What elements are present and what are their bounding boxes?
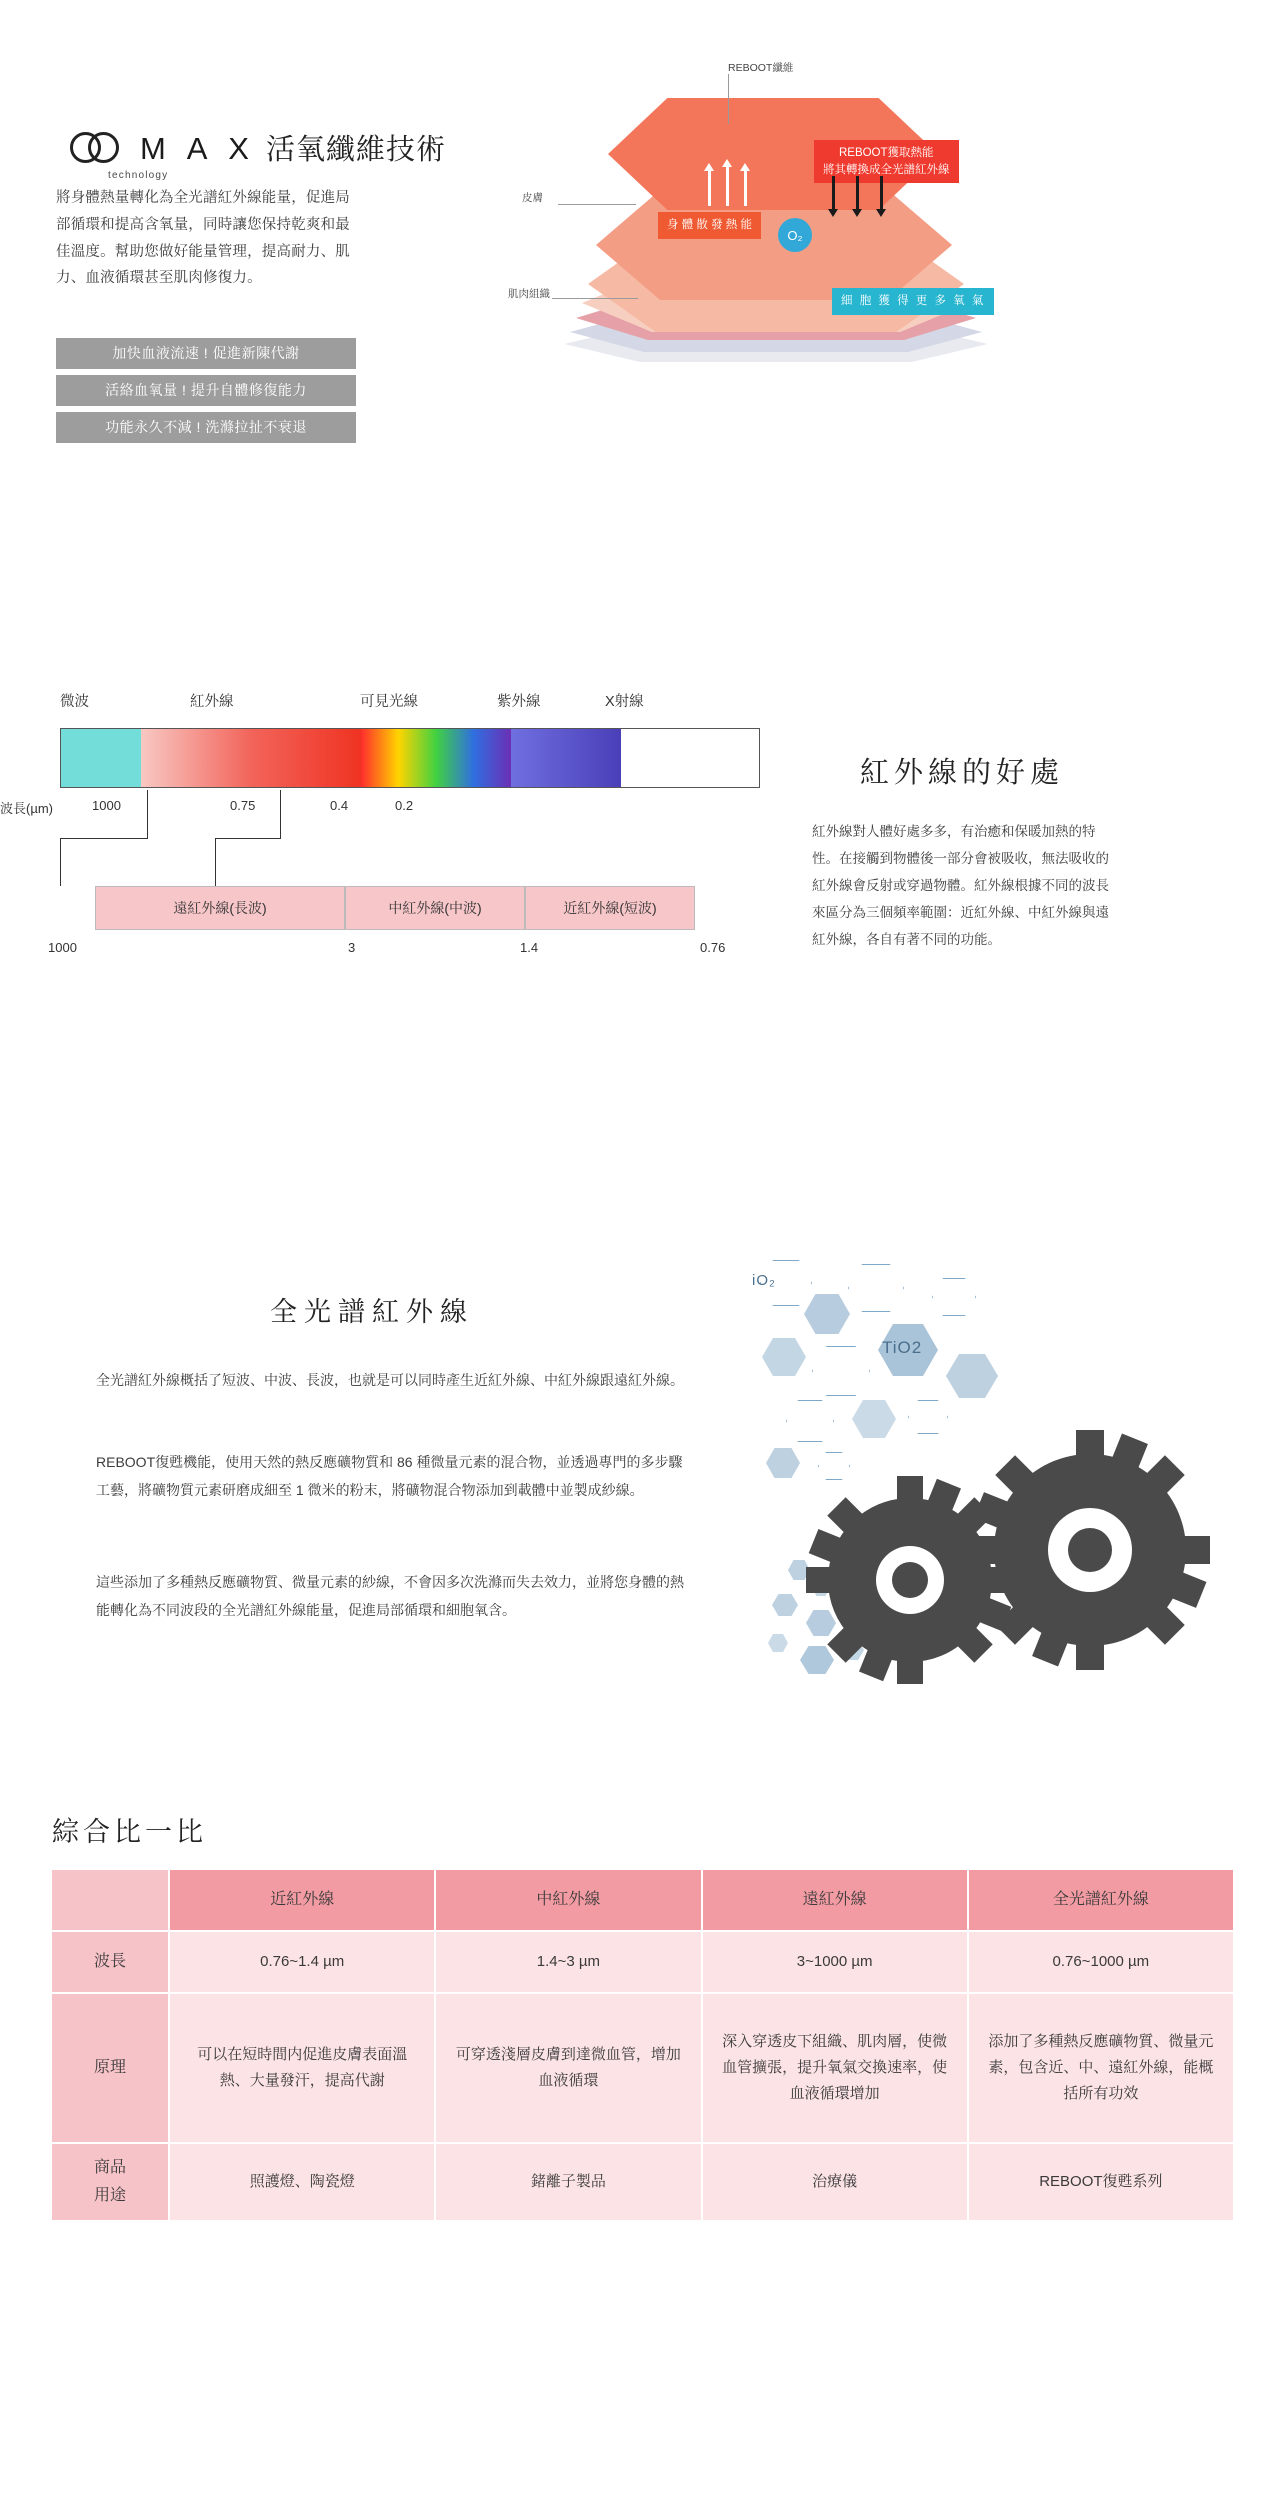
leader-line-fiber [728,74,729,124]
label-tio2: TiO2 [882,1338,923,1357]
spectrum-label-microwave: 微波 [60,694,89,710]
spectrum-axis [0,798,780,818]
axis-tick-075: 0.75 [230,798,256,813]
label-muscle-tissue: 肌肉組織 [508,288,550,300]
row-header-principle: 原理 [51,1993,169,2143]
leader-line-muscle [552,298,638,299]
cell-wavelength-far: 3~1000 µm [702,1931,968,1993]
leader-line-skin [558,204,636,205]
list-item: 活絡血氧量 ! 提升自體修復能力 [56,375,356,406]
spectrum-segment-xray [621,729,759,787]
subaxis-tick-14: 1.4 [520,940,539,955]
table-row [51,1931,1234,1993]
row-header-line-1: 商品 [94,2159,127,2176]
arrow-up-icon [726,166,729,206]
subband-near-infrared: 近紅外線(短波) [525,886,695,930]
row-header-wavelength: 波長 [51,1931,169,1993]
full-spectrum-paragraph-2: REBOOT復甦機能，使用天然的熱反應礦物質和 86 種微量元素的混合物，並透過專門的多步驟工藝，將礦物質元素研磨成細至 1 微米的粉末，將礦物混合物添加到載體中並製成紗線。 [96,1454,683,1498]
comparison-heading: 綜合比一比 [52,1817,207,1847]
bracket-line-left [60,838,61,886]
column-header-near-infrared: 近紅外線 [169,1869,435,1931]
benefit-paragraph: 紅外線對人體好處多多，有治癒和保暖加熱的特性。在接觸到物體後一部分會被吸收，無法吸收的紅外線會反射或穿過物體。紅外線根據不同的波長來區分為三個頻率範圍：近紅外線、中紅外線與遠紅外線，各自有著不同的功能。 [812,824,1109,947]
column-header-full-spectrum: 全光譜紅外線 [968,1869,1234,1931]
subaxis-tick-1000: 1000 [48,940,77,955]
comparison-table [50,1868,1235,2222]
arrow-down-icon [880,176,883,210]
fiber-layer-diagram [508,40,1260,510]
callout-cell-oxygen: 細 胞 獲 得 更 多 氧 氣 [832,288,994,315]
brand-max-text: M A X [140,131,256,166]
cell-wavelength-full: 0.76~1000 µm [968,1931,1234,1993]
axis-tick-04: 0.4 [330,798,349,813]
bracket-line-up-right [280,790,281,838]
list-item: 功能永久不減 ! 洗滌拉扯不衰退 [56,412,356,443]
subband-axis [0,940,780,960]
axis-tick-1000: 1000 [92,798,121,813]
axis-tick-02: 0.2 [395,798,414,813]
brand-technology-label: technology [108,170,169,181]
spectrum-label-infrared: 紅外線 [190,694,234,710]
cell-use-full: REBOOT復甦系列 [968,2143,1234,2221]
list-item: 加快血液流速 ! 促進新陳代謝 [56,338,356,369]
spectrum-segment-infrared [141,729,361,787]
subband-mid-infrared: 中紅外線(中波) [345,886,525,930]
label-io2: iO₂ [752,1272,776,1289]
callout-line-1: REBOOT獲取熱能 [838,147,934,159]
cell-wavelength-mid: 1.4~3 µm [435,1931,701,1993]
table-row [51,1993,1234,2143]
label-skin: 皮膚 [522,192,543,204]
bracket-line-top-right [215,838,281,839]
gears-icon [760,1250,1280,1770]
spectrum-band-labels [60,690,760,712]
brand-logo [70,128,446,166]
cell-use-far: 治療儀 [702,2143,968,2221]
benefit-heading: 紅外線的好處 [860,757,1065,789]
section-comparison [0,1800,1280,2500]
cell-principle-mid: 可穿透淺層皮膚到達微血管，增加血液循環 [435,1993,701,2143]
o2-icon: O₂ [778,218,812,252]
section-infrared-spectrum [0,690,1280,1110]
full-spectrum-paragraph-3: 這些添加了多種熱反應礦物質、微量元素的紗線，不會因多次洗滌而失去效力，並將您身體的熱能轉化為不同波段的全光譜紅外線能量，促進局部循環和細胞氧含。 [96,1574,684,1618]
bracket-line-mid [215,838,216,886]
spectrum-segment-ultraviolet [511,729,621,787]
mineral-gear-graphic [752,1250,1280,1770]
rings-icon [70,128,132,166]
subaxis-tick-076: 0.76 [700,940,726,955]
label-reboot-fiber: REBOOT纖維 [728,62,794,74]
page-title: 活氧纖維技術 [265,134,446,166]
section-full-spectrum-infrared [0,1230,1280,1790]
spectrum-bar [60,728,760,788]
subaxis-tick-3: 3 [348,940,356,955]
row-header-product-use [51,2143,169,2221]
full-spectrum-paragraph-1: 全光譜紅外線概括了短波、中波、長波，也就是可以同時產生近紅外線、中紅外線跟遠紅外線。 [96,1372,684,1388]
arrow-up-icon [744,170,747,206]
cell-principle-full: 添加了多種熱反應礦物質、微量元素，包含近、中、遠紅外線，能概括所有功效 [968,1993,1234,2143]
callout-body-heat: 身 體 散 發 熱 能 [658,212,761,239]
bracket-line-up-left [147,790,148,838]
row-header-line-2: 用途 [94,2187,127,2204]
spectrum-label-ultraviolet: 紫外線 [497,694,541,710]
callout-line-2: 將其轉換成全光譜紅外線 [823,163,950,176]
infrared-subband-bar [95,886,695,930]
subband-far-infrared: 遠紅外線(長波) [95,886,345,930]
table-row [51,2143,1234,2221]
column-header-mid-infrared: 中紅外線 [435,1869,701,1931]
arrow-up-icon [708,170,711,206]
table-corner-cell [51,1869,169,1931]
bracket-line-top-left [60,838,148,839]
arrow-down-icon [856,176,859,210]
axis-label-wavelength: 波長(µm) [0,801,53,816]
section-oxygen-fiber-technology [0,0,1280,560]
cell-use-mid: 鍺離子製品 [435,2143,701,2221]
cell-wavelength-near: 0.76~1.4 µm [169,1931,435,1993]
column-header-far-infrared: 遠紅外線 [702,1869,968,1931]
cell-principle-near: 可以在短時間内促進皮膚表面溫熱、大量發汗，提高代謝 [169,1993,435,2143]
intro-paragraph: 將身體熱量轉化為全光譜紅外線能量，促進局部循環和提高含氧量，同時讓您保持乾爽和最佳溫度。幫助您做好能量管理，提高耐力、肌力、血液循環甚至肌肉修復力。 [56,190,350,287]
cell-principle-far: 深入穿透皮下組織、肌肉層，使微血管擴張，提升氧氣交換速率，使血液循環增加 [702,1993,968,2143]
full-spectrum-heading: 全光譜紅外線 [270,1297,474,1327]
table-header-row [51,1869,1234,1931]
spectrum-label-visible: 可見光線 [360,694,418,710]
spectrum-label-xray: X射線 [605,694,644,710]
callout-reboot-converts-heat [814,140,959,183]
feature-bullet-list [56,338,356,449]
arrow-down-icon [832,176,835,210]
spectrum-segment-microwave [61,729,141,787]
spectrum-segment-visible [361,729,511,787]
cell-use-near: 照護燈、陶瓷燈 [169,2143,435,2221]
